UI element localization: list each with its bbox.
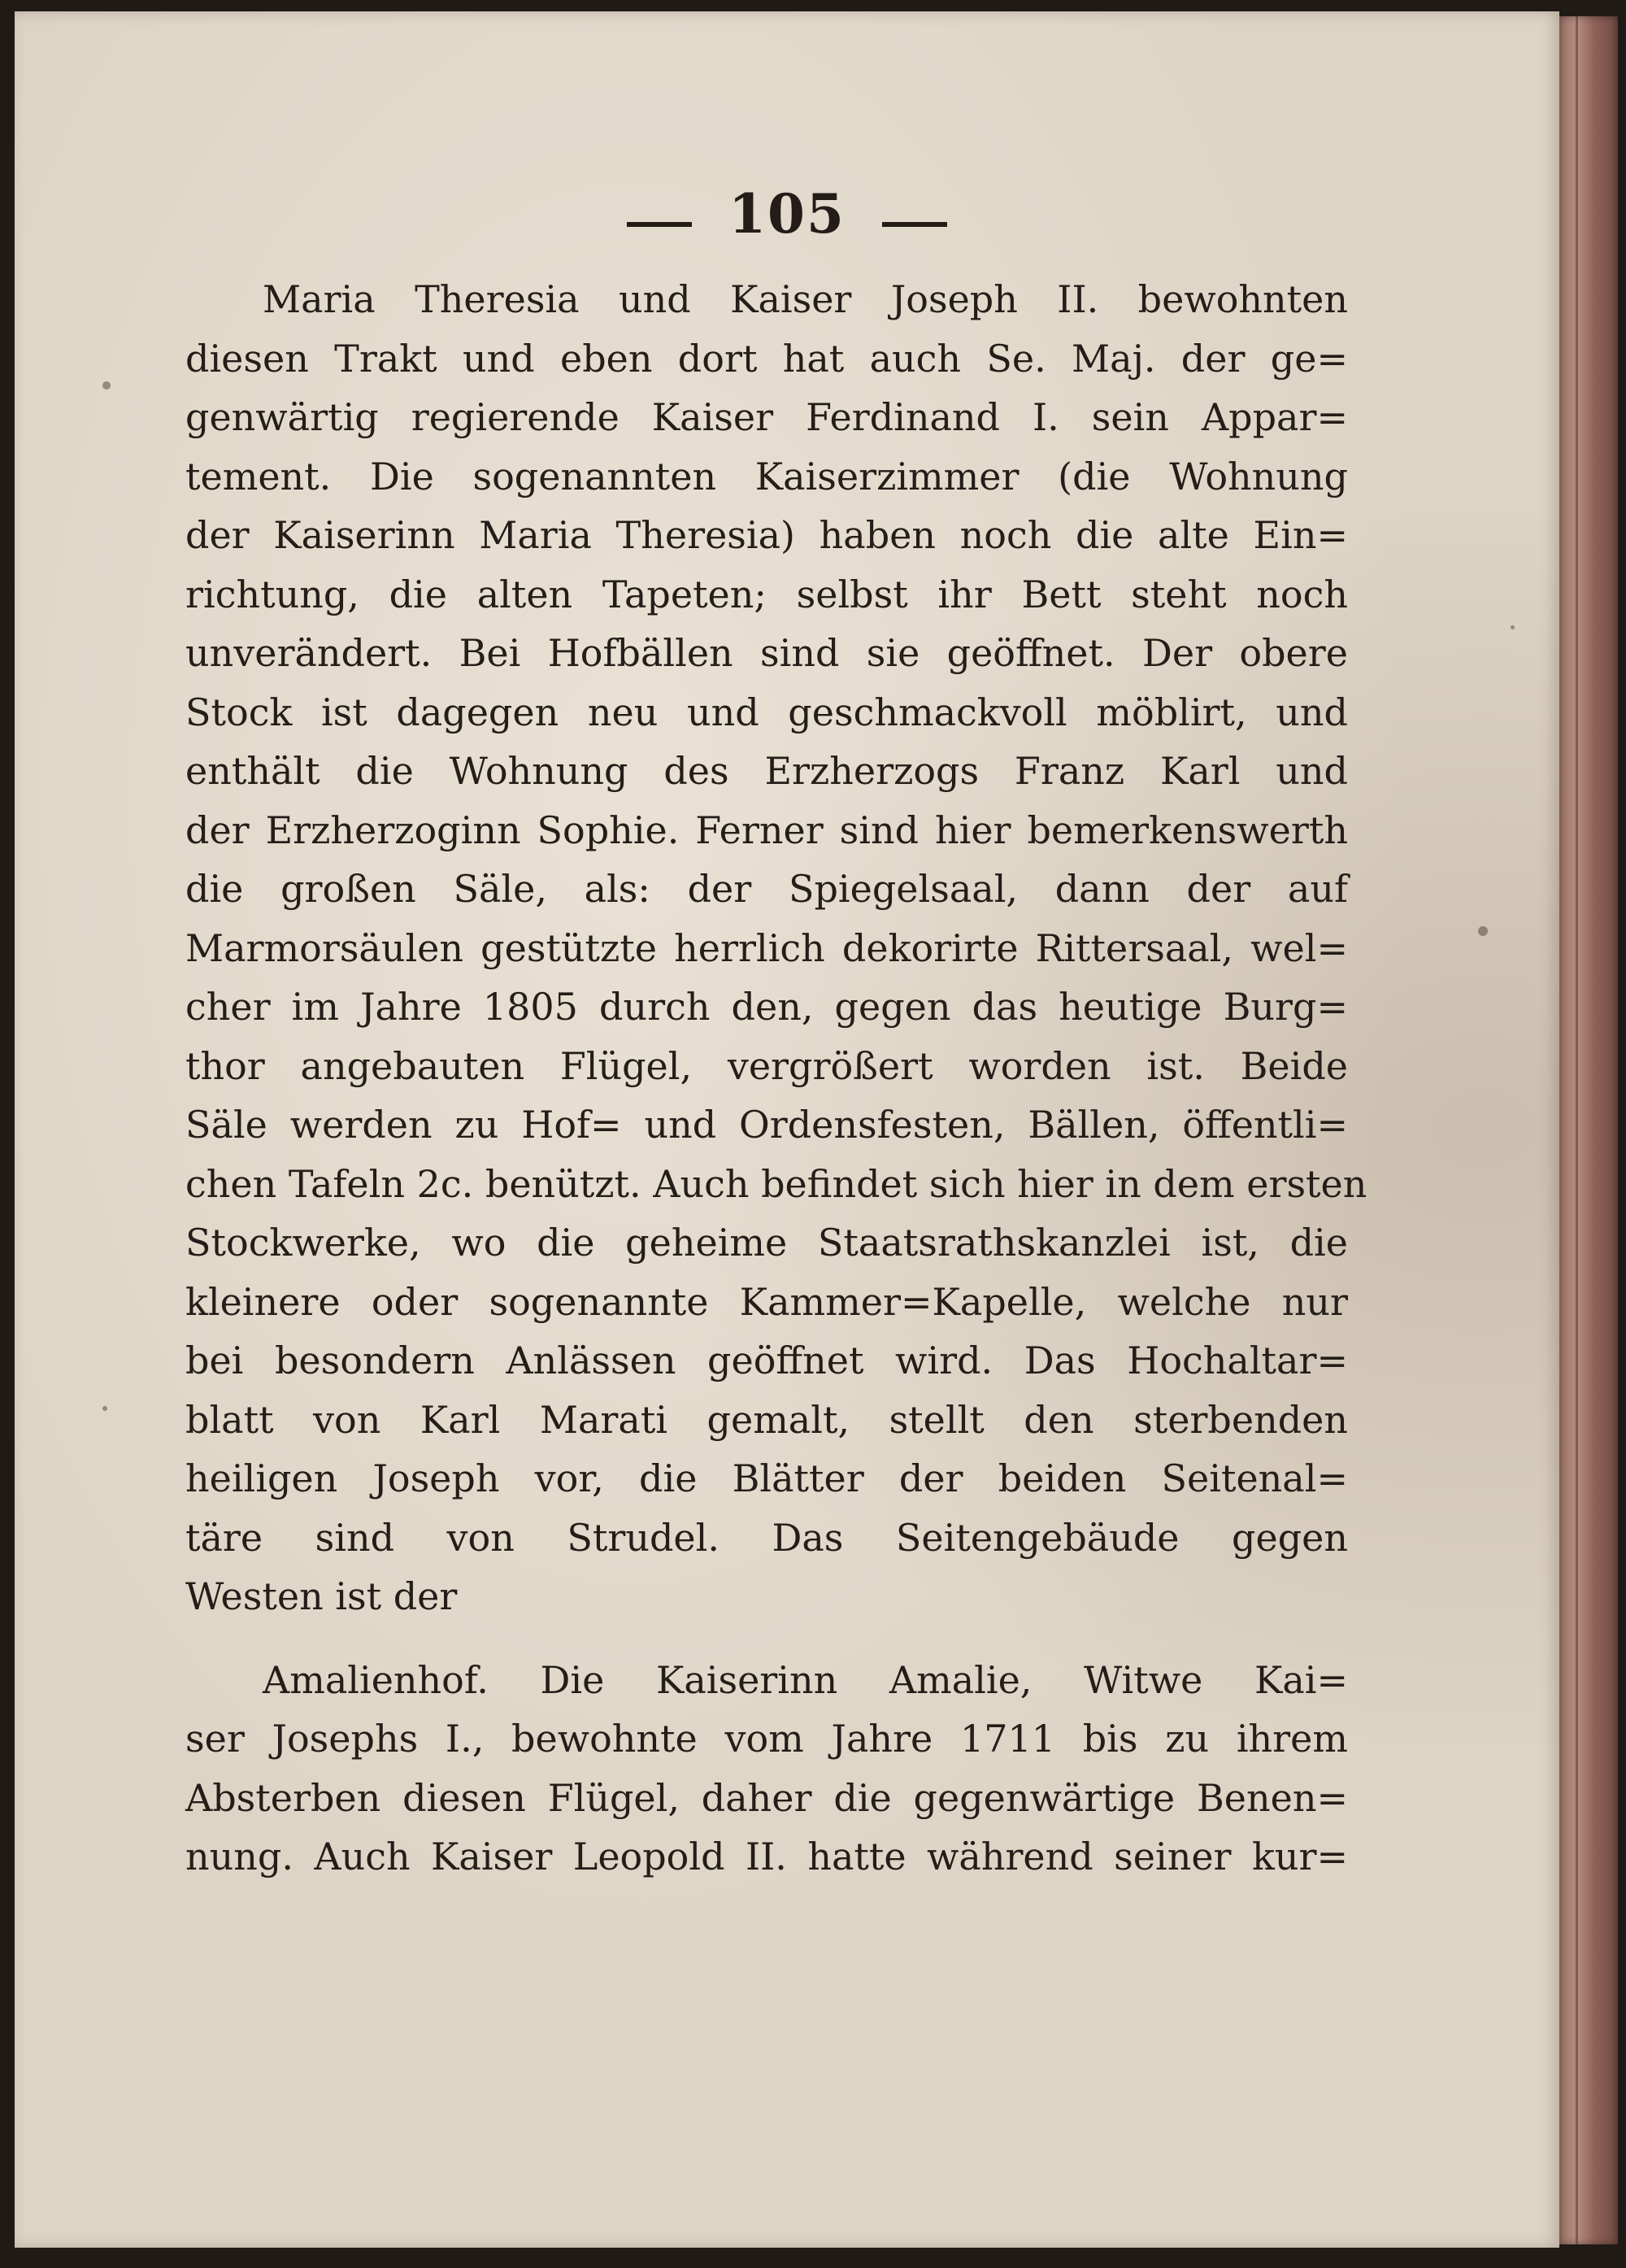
- text-line: tement. Die sogenannten Kaiserzimmer (die Wohnung: [185, 454, 1348, 498]
- header-dash-right: [882, 222, 947, 227]
- text-line: genwärtig regierende Kaiser Ferdinand I. sein Appar=: [185, 395, 1348, 439]
- text-line: unverändert. Bei Hofbällen sind sie geöffnet. Der obere: [185, 631, 1348, 675]
- page-number: 105: [728, 182, 846, 246]
- page-header: [15, 182, 1559, 246]
- text-line: Maria Theresia und Kaiser Joseph II. bewohnten: [263, 277, 1348, 321]
- text-line: Marmorsäulen gestützte herrlich dekorirte Rittersaal, wel=: [185, 925, 1348, 970]
- paragraph-gap: [185, 1626, 1348, 1651]
- text-line: cher im Jahre 1805 durch den, gegen das heutige Burg=: [185, 985, 1348, 1029]
- page-speck: [102, 1406, 107, 1411]
- text-line: bei besondern Anlässen geöffnet wird. Das Hochaltar=: [185, 1339, 1348, 1382]
- text-line: Stock ist dagegen neu und geschmackvoll möblirt, und: [185, 690, 1348, 734]
- text-line: Stockwerke, wo die geheime Staatsrathskanzlei ist, die: [185, 1221, 1348, 1265]
- text-line: nung. Auch Kaiser Leopold II. hatte während seiner kur=: [185, 1835, 1348, 1878]
- text-line: heiligen Joseph vor, die Blätter der beiden Seitenal=: [185, 1456, 1348, 1500]
- text-line: Absterben diesen Flügel, daher die gegenwärtige Benen=: [185, 1775, 1348, 1820]
- text-line: der Kaiserinn Maria Theresia) haben noch die alte Ein=: [185, 513, 1348, 557]
- book-fore-edge: [1559, 16, 1618, 2244]
- text-line: täre sind von Strudel. Das Seitengebäude gegen: [185, 1515, 1348, 1560]
- text-line: enthält die Wohnung des Erzherzogs Franz Karl und: [185, 749, 1348, 793]
- page-speck: [1478, 926, 1488, 936]
- book-page: [15, 11, 1559, 2248]
- text-line: blatt von Karl Marati gemalt, stellt den sterbenden: [185, 1397, 1348, 1442]
- text-line: thor angebauten Flügel, vergrößert worden ist. Beide: [185, 1043, 1348, 1088]
- text-line: ser Josephs I., bewohnte vom Jahre 1711 bis zu ihrem: [185, 1717, 1348, 1761]
- text-line: richtung, die alten Tapeten; selbst ihr Bett steht noch: [185, 572, 1348, 616]
- page-speck: [102, 381, 111, 390]
- paragraph-1: [185, 270, 1367, 1626]
- body-text: [185, 270, 1367, 1887]
- text-line: kleinere oder sogenannte Kammer=Kapelle, welche nur: [185, 1279, 1348, 1324]
- header-dash-left: [627, 222, 692, 227]
- text-line: chen Tafeln 2c. benützt. Auch befindet sich hier in dem ersten: [185, 1161, 1367, 1206]
- text-line: die großen Säle, als: der Spiegelsaal, dann der auf: [185, 867, 1348, 911]
- text-line: Amalienhof. Die Kaiserinn Amalie, Witwe Kai=: [263, 1657, 1348, 1702]
- text-line: Säle werden zu Hof= und Ordensfesten, Bällen, öffentli=: [185, 1103, 1348, 1147]
- text-line: diesen Trakt und eben dort hat auch Se. Maj. der ge=: [185, 336, 1348, 381]
- page-speck: [1511, 625, 1515, 629]
- text-line: der Erzherzoginn Sophie. Ferner sind hier bemerkenswerth: [185, 808, 1348, 852]
- paragraph-2: [185, 1651, 1348, 1887]
- text-line: Westen ist der: [185, 1574, 458, 1618]
